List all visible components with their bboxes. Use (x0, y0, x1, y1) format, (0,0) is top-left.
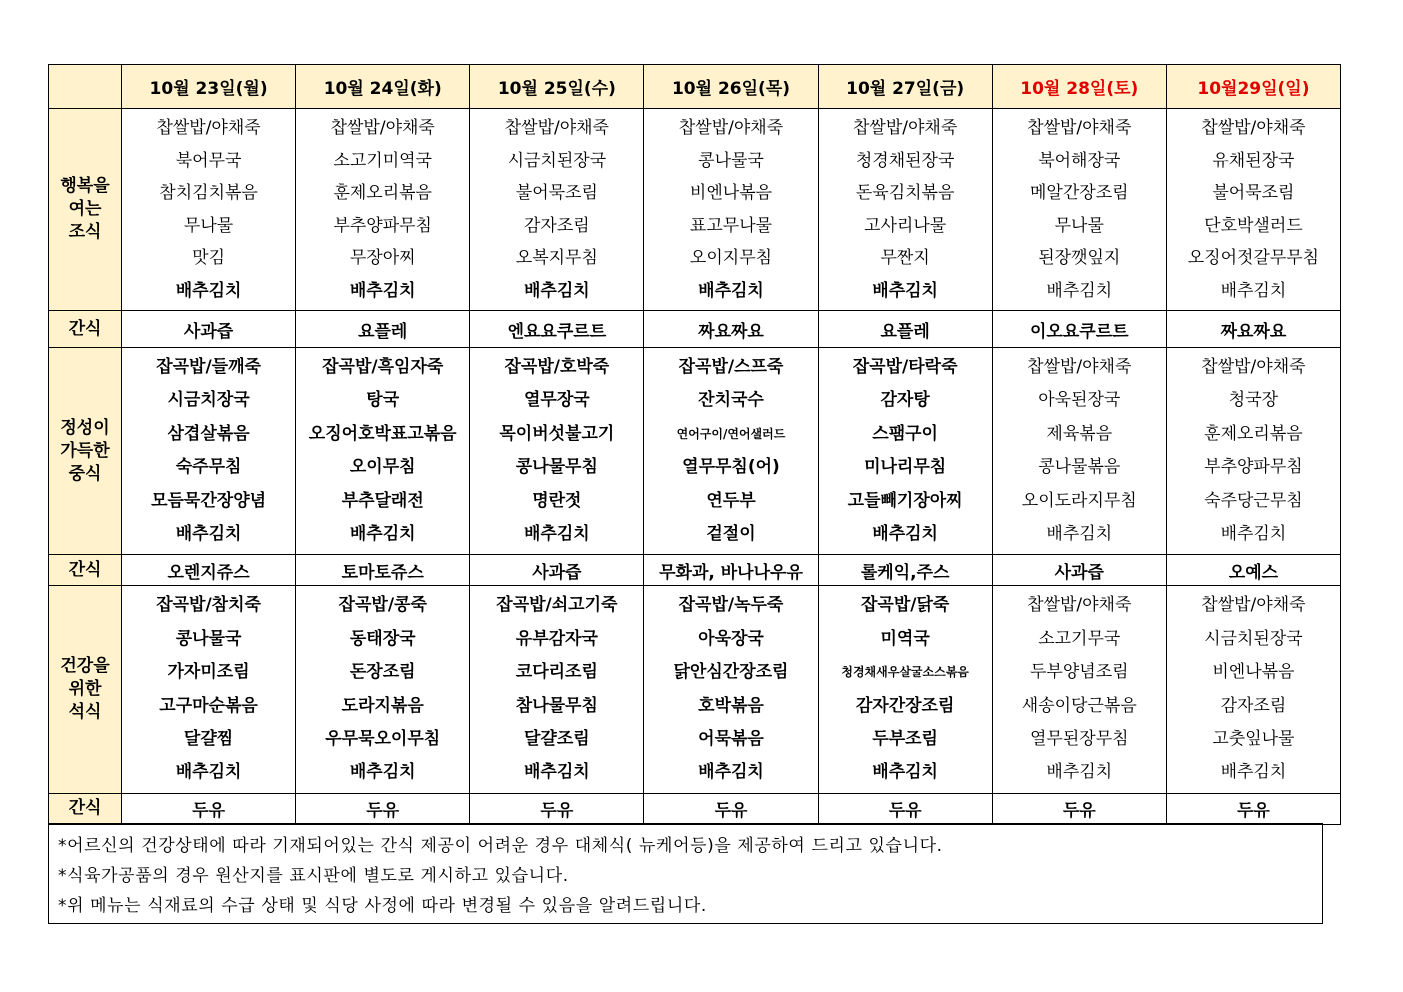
meal-cell (122, 109, 296, 311)
menu-item: 도라지볶음 (341, 695, 424, 716)
menu-item: 동태장국 (349, 628, 416, 649)
menu-item: 시금치된장국 (507, 150, 607, 171)
menu-item: 겉절이 (706, 524, 756, 545)
snack-cell: 요플레 (818, 311, 992, 348)
menu-item: 배추김치 (175, 762, 242, 783)
menu-item: 잡곡밥/들깨죽 (156, 357, 261, 377)
menu-item: 연어구이/연어샐러드 (676, 426, 786, 441)
menu-item: 콩나물볶음 (1038, 457, 1121, 478)
menu-item: 돈장조림 (349, 662, 416, 683)
day-header: 10월 23일(월) (122, 65, 296, 109)
menu-item: 부추양파무침 (1204, 457, 1303, 478)
note-line: *식육가공품의 경우 원산지를 표시판에 별도로 게시하고 있습니다. (58, 866, 569, 886)
menu-item: 유채된장국 (1212, 150, 1295, 171)
menu-item: 소고기미역국 (333, 150, 432, 171)
snack-cell: 요플레 (296, 311, 470, 348)
meal-cell (122, 586, 296, 793)
menu-item: 참나물무침 (515, 695, 598, 716)
menu-item: 무나물 (183, 215, 234, 236)
menu-item: 달걀조림 (524, 729, 590, 750)
note-line: *어르신의 건강상태에 따라 기재되어있는 간식 제공이 어려운 경우 대체식( 뉴케어등)을 제공하여 드리고 있습니다. (58, 836, 943, 856)
menu-item: 제육볶음 (1046, 423, 1113, 444)
day-header-weekend: 10월29일(일) (1166, 65, 1340, 109)
breakfast-row (49, 109, 1341, 311)
menu-item: 배추김치 (698, 280, 764, 301)
menu-item: 배추김치 (175, 524, 242, 545)
menu-item: 찹쌀밥/야채죽 (1027, 595, 1132, 616)
menu-item: 탕국 (366, 390, 400, 411)
menu-item: 찹쌀밥/야채죽 (1201, 118, 1306, 138)
menu-item: 청국장 (1228, 390, 1279, 411)
menu-item: 찹쌀밥/야채죽 (330, 118, 435, 138)
menu-item: 배추김치 (349, 762, 416, 783)
menu-item: 소고기무국 (1038, 628, 1121, 649)
meal-cell (470, 348, 644, 555)
snack-cell: 두유 (296, 793, 470, 824)
meal-cell (1166, 109, 1340, 311)
snack-cell: 토마토쥬스 (296, 555, 470, 586)
menu-item: 무나물 (1054, 215, 1104, 236)
menu-item: 열무된장무침 (1030, 729, 1129, 750)
menu-item: 아욱된장국 (1038, 390, 1121, 411)
menu-item: 호박볶음 (698, 695, 764, 716)
menu-item: 어묵볶음 (698, 729, 764, 750)
menu-item: 잡곡밥/스프죽 (678, 357, 784, 377)
menu-item: 고춧잎나물 (1212, 729, 1295, 750)
menu-item: 찹쌀밥/야채죽 (1027, 118, 1132, 138)
menu-item: 잡곡밥/타락죽 (852, 357, 958, 377)
menu-item: 배추김치 (1220, 280, 1287, 301)
snack-cell: 짜요짜요 (644, 311, 818, 348)
menu-item: 잡곡밥/참치죽 (156, 595, 261, 616)
meal-cell (470, 109, 644, 311)
menu-item: 코다리조림 (515, 662, 598, 683)
menu-item: 배추김치 (872, 762, 938, 783)
meal-cell (992, 109, 1166, 311)
menu-item: 감자조림 (524, 215, 590, 236)
snack-row (49, 793, 1341, 824)
menu-item: 배추김치 (1046, 762, 1113, 783)
menu-item: 맛김 (192, 248, 225, 268)
snack-cell: 오예스 (1166, 555, 1340, 586)
snack-cell: 오렌지쥬스 (122, 555, 296, 586)
snack-cell: 사과즙 (122, 311, 296, 348)
menu-item: 불어묵조림 (515, 183, 598, 203)
menu-item: 콩나물무침 (515, 457, 598, 478)
lunch-label: 정성이 가득한 중식 (49, 348, 122, 555)
menu-item: 비엔나볶음 (689, 183, 773, 203)
snack-cell: 두유 (1166, 793, 1340, 824)
menu-item: 감자조림 (1220, 695, 1287, 716)
day-header: 10월 25일(수) (470, 65, 644, 109)
menu-item: 삼겹살볶음 (167, 423, 250, 444)
meal-cell (644, 109, 818, 311)
menu-item: 유부감자국 (515, 628, 598, 649)
menu-item: 무장아찌 (349, 248, 416, 268)
menu-item: 고들빼기장아찌 (847, 490, 963, 511)
snack-label: 간식 (49, 311, 122, 348)
day-header: 10월 24일(화) (296, 65, 470, 109)
snack-label: 간식 (49, 793, 122, 824)
menu-item: 찹쌀밥/야채죽 (678, 118, 784, 138)
menu-item: 열무무침(어) (682, 457, 780, 478)
snack-cell: 두유 (122, 793, 296, 824)
menu-item: 오이무침 (349, 457, 416, 478)
day-header: 10월 27일(금) (818, 65, 992, 109)
menu-item: 된장깻잎지 (1038, 248, 1121, 268)
menu-item: 훈제오리볶음 (333, 183, 432, 203)
notes-box (48, 823, 1323, 924)
breakfast-label: 행복을 여는 조식 (49, 109, 122, 311)
dinner-label: 건강을 위한 석식 (49, 586, 122, 793)
snack-cell: 롤케익,주스 (818, 555, 992, 586)
meal-cell (644, 348, 818, 555)
menu-item: 숙주당근무침 (1204, 490, 1303, 511)
menu-item: 단호박샐러드 (1204, 215, 1303, 236)
menu-item: 무짠지 (880, 248, 930, 268)
menu-item: 오징어호박표고볶음 (308, 423, 457, 444)
snack-cell: 사과즙 (992, 555, 1166, 586)
menu-item: 북어해장국 (1038, 150, 1121, 171)
snack-cell: 두유 (644, 793, 818, 824)
menu-item: 미역국 (880, 628, 930, 649)
meal-cell (1166, 586, 1340, 793)
snack-row (49, 555, 1341, 586)
menu-item: 가자미조림 (167, 662, 250, 683)
menu-item: 청경채된장국 (855, 150, 955, 171)
dinner-row (49, 586, 1341, 793)
menu-item: 감자탕 (880, 390, 930, 411)
menu-item: 잡곡밥/콩죽 (338, 595, 427, 616)
menu-item: 잡곡밥/닭죽 (860, 595, 950, 616)
meal-cell (818, 109, 992, 311)
menu-item: 배추김치 (872, 280, 938, 301)
weekly-menu-table (48, 64, 1341, 825)
menu-item: 북어무국 (175, 150, 242, 171)
menu-item: 찹쌀밥/야채죽 (1027, 357, 1132, 377)
menu-item: 고사리나물 (864, 215, 947, 236)
menu-item: 두부양념조림 (1030, 662, 1129, 683)
menu-item: 부추달래전 (341, 490, 424, 511)
meal-cell (992, 348, 1166, 555)
menu-item: 닭안심간장조림 (673, 662, 789, 683)
snack-row (49, 311, 1341, 348)
menu-item: 잡곡밥/흑임자죽 (322, 357, 444, 377)
menu-item: 잡곡밥/쇠고기죽 (496, 595, 618, 616)
menu-item: 콩나물국 (175, 628, 242, 649)
snack-cell: 짜요짜요 (1166, 311, 1340, 348)
snack-cell: 두유 (818, 793, 992, 824)
menu-item: 스팸구이 (872, 423, 938, 444)
meal-cell (992, 586, 1166, 793)
menu-item: 훈제오리볶음 (1204, 423, 1303, 444)
menu-item: 잡곡밥/호박죽 (504, 357, 610, 377)
menu-item: 찹쌀밥/야채죽 (504, 118, 609, 138)
menu-item: 두부조림 (872, 729, 938, 750)
menu-item: 배추김치 (872, 524, 938, 545)
menu-item: 미나리무침 (864, 457, 947, 478)
menu-item: 열무장국 (524, 390, 590, 411)
snack-cell: 두유 (470, 793, 644, 824)
meal-cell (644, 586, 818, 793)
menu-item: 배추김치 (1220, 762, 1287, 783)
menu-item: 배추김치 (524, 280, 590, 301)
menu-item: 찹쌀밥/야채죽 (1201, 595, 1306, 616)
meal-cell (1166, 348, 1340, 555)
lunch-row (49, 348, 1341, 555)
menu-item: 메알간장조림 (1030, 183, 1129, 203)
menu-item: 오이지무침 (689, 248, 773, 268)
meal-cell (296, 586, 470, 793)
menu-item: 목이버섯불고기 (499, 423, 615, 444)
menu-item: 고구마순볶음 (159, 695, 258, 716)
menu-item: 돈육김치볶음 (855, 183, 955, 203)
menu-item: 배추김치 (698, 762, 764, 783)
menu-item: 찹쌀밥/야채죽 (156, 118, 261, 138)
menu-item: 오복지무침 (515, 248, 598, 268)
meal-cell (818, 586, 992, 793)
menu-item: 오이도라지무침 (1021, 490, 1137, 511)
meal-cell (296, 348, 470, 555)
menu-item: 시금치된장국 (1204, 628, 1303, 649)
meal-cell (470, 586, 644, 793)
menu-item: 연두부 (706, 490, 756, 511)
menu-item: 우무묵오이무침 (325, 729, 441, 750)
menu-item: 찹쌀밥/야채죽 (1201, 357, 1306, 377)
meal-cell (296, 109, 470, 311)
menu-item: 숙주무침 (175, 457, 242, 478)
snack-label: 간식 (49, 555, 122, 586)
menu-item: 배추김치 (524, 524, 590, 545)
menu-item: 표고무나물 (689, 215, 773, 236)
menu-item: 찹쌀밥/야채죽 (853, 118, 958, 138)
snack-cell: 사과즙 (470, 555, 644, 586)
menu-item: 콩나물국 (698, 150, 764, 171)
menu-item: 배추김치 (349, 524, 416, 545)
meal-cell (122, 348, 296, 555)
day-header: 10월 26일(목) (644, 65, 818, 109)
menu-item: 배추김치 (1046, 524, 1113, 545)
snack-cell: 두유 (992, 793, 1166, 824)
menu-item: 잔치국수 (698, 390, 764, 411)
corner-cell (49, 65, 122, 109)
menu-item: 배추김치 (175, 280, 242, 301)
note-line: *위 메뉴는 식재료의 수급 상태 및 식당 사정에 따라 변경될 수 있음을 알려드립니다. (58, 896, 707, 916)
menu-item: 부추양파무침 (333, 215, 432, 236)
menu-item: 시금치장국 (167, 390, 250, 411)
menu-item: 참치김치볶음 (159, 183, 258, 203)
snack-cell: 이오요쿠르트 (992, 311, 1166, 348)
menu-item: 명란젓 (532, 490, 582, 511)
day-header-weekend: 10월 28일(토) (992, 65, 1166, 109)
menu-item: 아욱장국 (698, 628, 764, 649)
menu-item: 감자간장조림 (855, 695, 955, 716)
menu-item: 배추김치 (524, 762, 590, 783)
meal-cell (818, 348, 992, 555)
snack-cell: 무화과, 바나나우유 (644, 555, 818, 586)
menu-item: 새송이당근볶음 (1021, 695, 1137, 716)
header-row (49, 65, 1341, 109)
menu-item: 달걀찜 (183, 729, 234, 750)
snack-cell: 엔요요쿠르트 (470, 311, 644, 348)
menu-item: 청경채새우살굴소스볶음 (841, 665, 969, 680)
menu-item: 배추김치 (1046, 280, 1113, 301)
menu-item: 배추김치 (349, 280, 416, 301)
menu-item: 비엔나볶음 (1212, 662, 1295, 683)
menu-item: 배추김치 (1220, 524, 1287, 545)
menu-item: 오징어젓갈무무침 (1187, 248, 1320, 268)
menu-item: 모듬묵간장양념 (151, 490, 267, 511)
menu-item: 잡곡밥/녹두죽 (678, 595, 784, 616)
menu-item: 불어묵조림 (1212, 183, 1295, 203)
